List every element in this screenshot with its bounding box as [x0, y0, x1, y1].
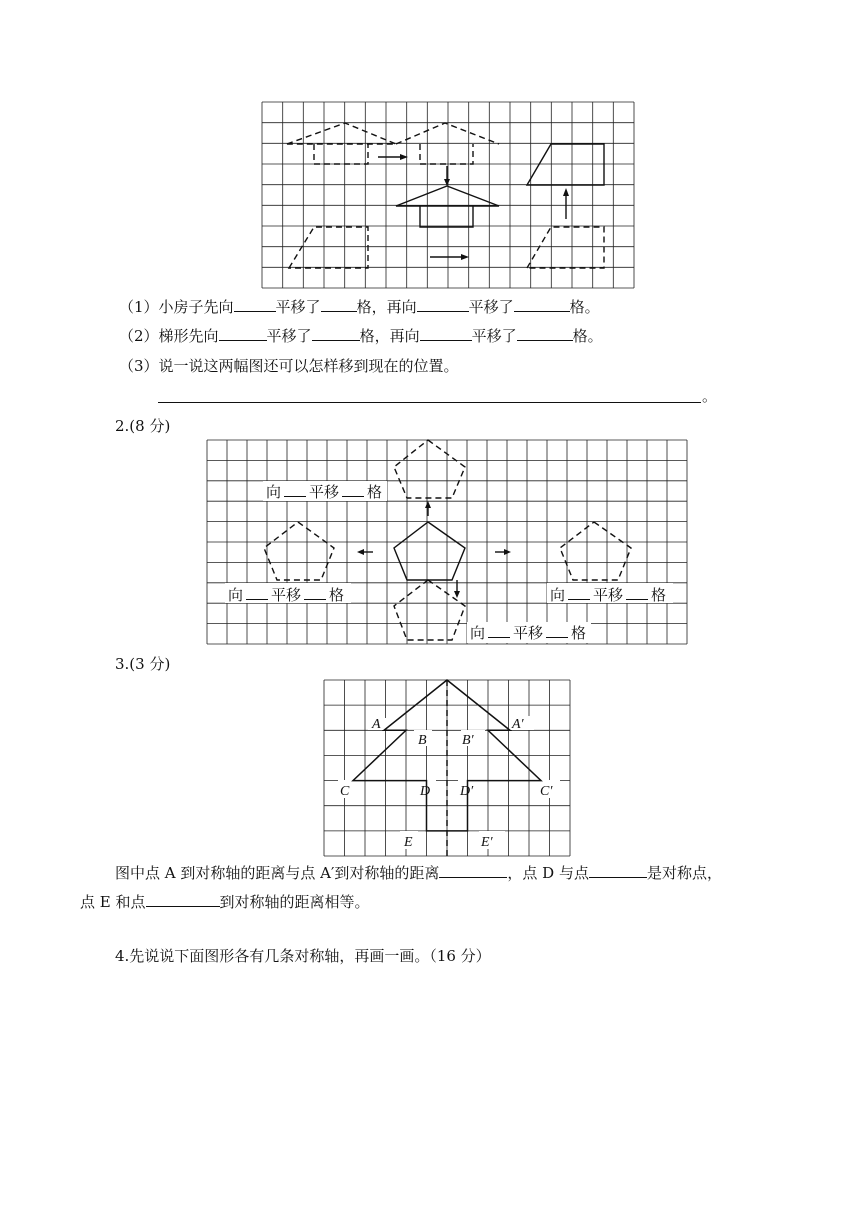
- pentagon-center: [394, 522, 465, 580]
- pentagon-right: [560, 522, 631, 580]
- q3-grid-lines: [324, 680, 570, 856]
- dashed-trapezoid-1: [289, 227, 368, 268]
- blank[interactable]: [514, 296, 570, 312]
- blank[interactable]: [626, 584, 648, 600]
- blank[interactable]: [568, 584, 590, 600]
- point-label: B′: [462, 733, 474, 748]
- q2-label-right: 向 平移 格: [550, 586, 667, 604]
- point-label: C: [340, 784, 350, 799]
- point-label: E: [404, 835, 413, 850]
- q2-label-bottom: 向 平移 格: [470, 624, 587, 642]
- q1-grid-figure: [262, 102, 634, 288]
- point-label: D′: [460, 784, 474, 799]
- solid-house: [396, 186, 499, 227]
- point-label: D: [420, 784, 431, 799]
- q1-line-2: （2）梯形先向 平移了 格，再向 平移了 格。: [119, 327, 603, 345]
- point-label: C′: [540, 784, 553, 799]
- blank[interactable]: [246, 584, 268, 600]
- blank[interactable]: [234, 296, 276, 312]
- q3-grid-figure: [324, 680, 570, 856]
- blank[interactable]: [488, 622, 510, 638]
- blank[interactable]: [417, 296, 469, 312]
- pentagon-left: [264, 522, 334, 580]
- q2-grid-lines: [207, 440, 687, 644]
- point-label: A: [372, 717, 381, 732]
- blank[interactable]: [342, 481, 364, 497]
- q3-heading: 3.(3 分): [115, 655, 171, 673]
- q4-heading: 4.先说说下面图形各有几条对称轴，再画一画。（16 分）: [115, 947, 491, 965]
- blank[interactable]: [321, 296, 357, 312]
- q2-label-left: 向 平移 格: [228, 586, 345, 604]
- blank[interactable]: [284, 481, 306, 497]
- blank[interactable]: [589, 862, 647, 878]
- q1-line-1: （1）小房子先向 平移了 格，再向 平移了 格。: [119, 298, 600, 316]
- pentagon-bottom: [394, 580, 465, 640]
- q1-grid-lines: [262, 102, 634, 288]
- q2-heading: 2.(8 分): [115, 417, 171, 435]
- q2-label-top: 向 平移 格: [266, 483, 383, 501]
- blank[interactable]: [312, 325, 360, 341]
- q1-answer-end: 。: [702, 387, 718, 405]
- blank[interactable]: [146, 891, 220, 907]
- q1-line-3: （3）说一说这两幅图还可以怎样移到现在的位置。: [119, 357, 459, 375]
- q2-grid-figure: [207, 440, 687, 644]
- q1-answer-line[interactable]: [158, 401, 701, 403]
- point-label: E′: [481, 835, 493, 850]
- blank[interactable]: [420, 325, 472, 341]
- blank[interactable]: [439, 862, 507, 878]
- blank[interactable]: [304, 584, 326, 600]
- q3-text-line-2: 点 E 和点 到对称轴的距离相等。: [80, 893, 370, 911]
- pentagon-top: [394, 440, 465, 498]
- blank[interactable]: [546, 622, 568, 638]
- blank[interactable]: [517, 325, 573, 341]
- q3-text-line-1: 图中点 A 到对称轴的距离与点 A′到对称轴的距离 ，点 D 与点 是对称点，: [115, 864, 722, 882]
- point-label: B: [418, 733, 427, 748]
- blank[interactable]: [219, 325, 267, 341]
- point-label: A′: [512, 717, 524, 732]
